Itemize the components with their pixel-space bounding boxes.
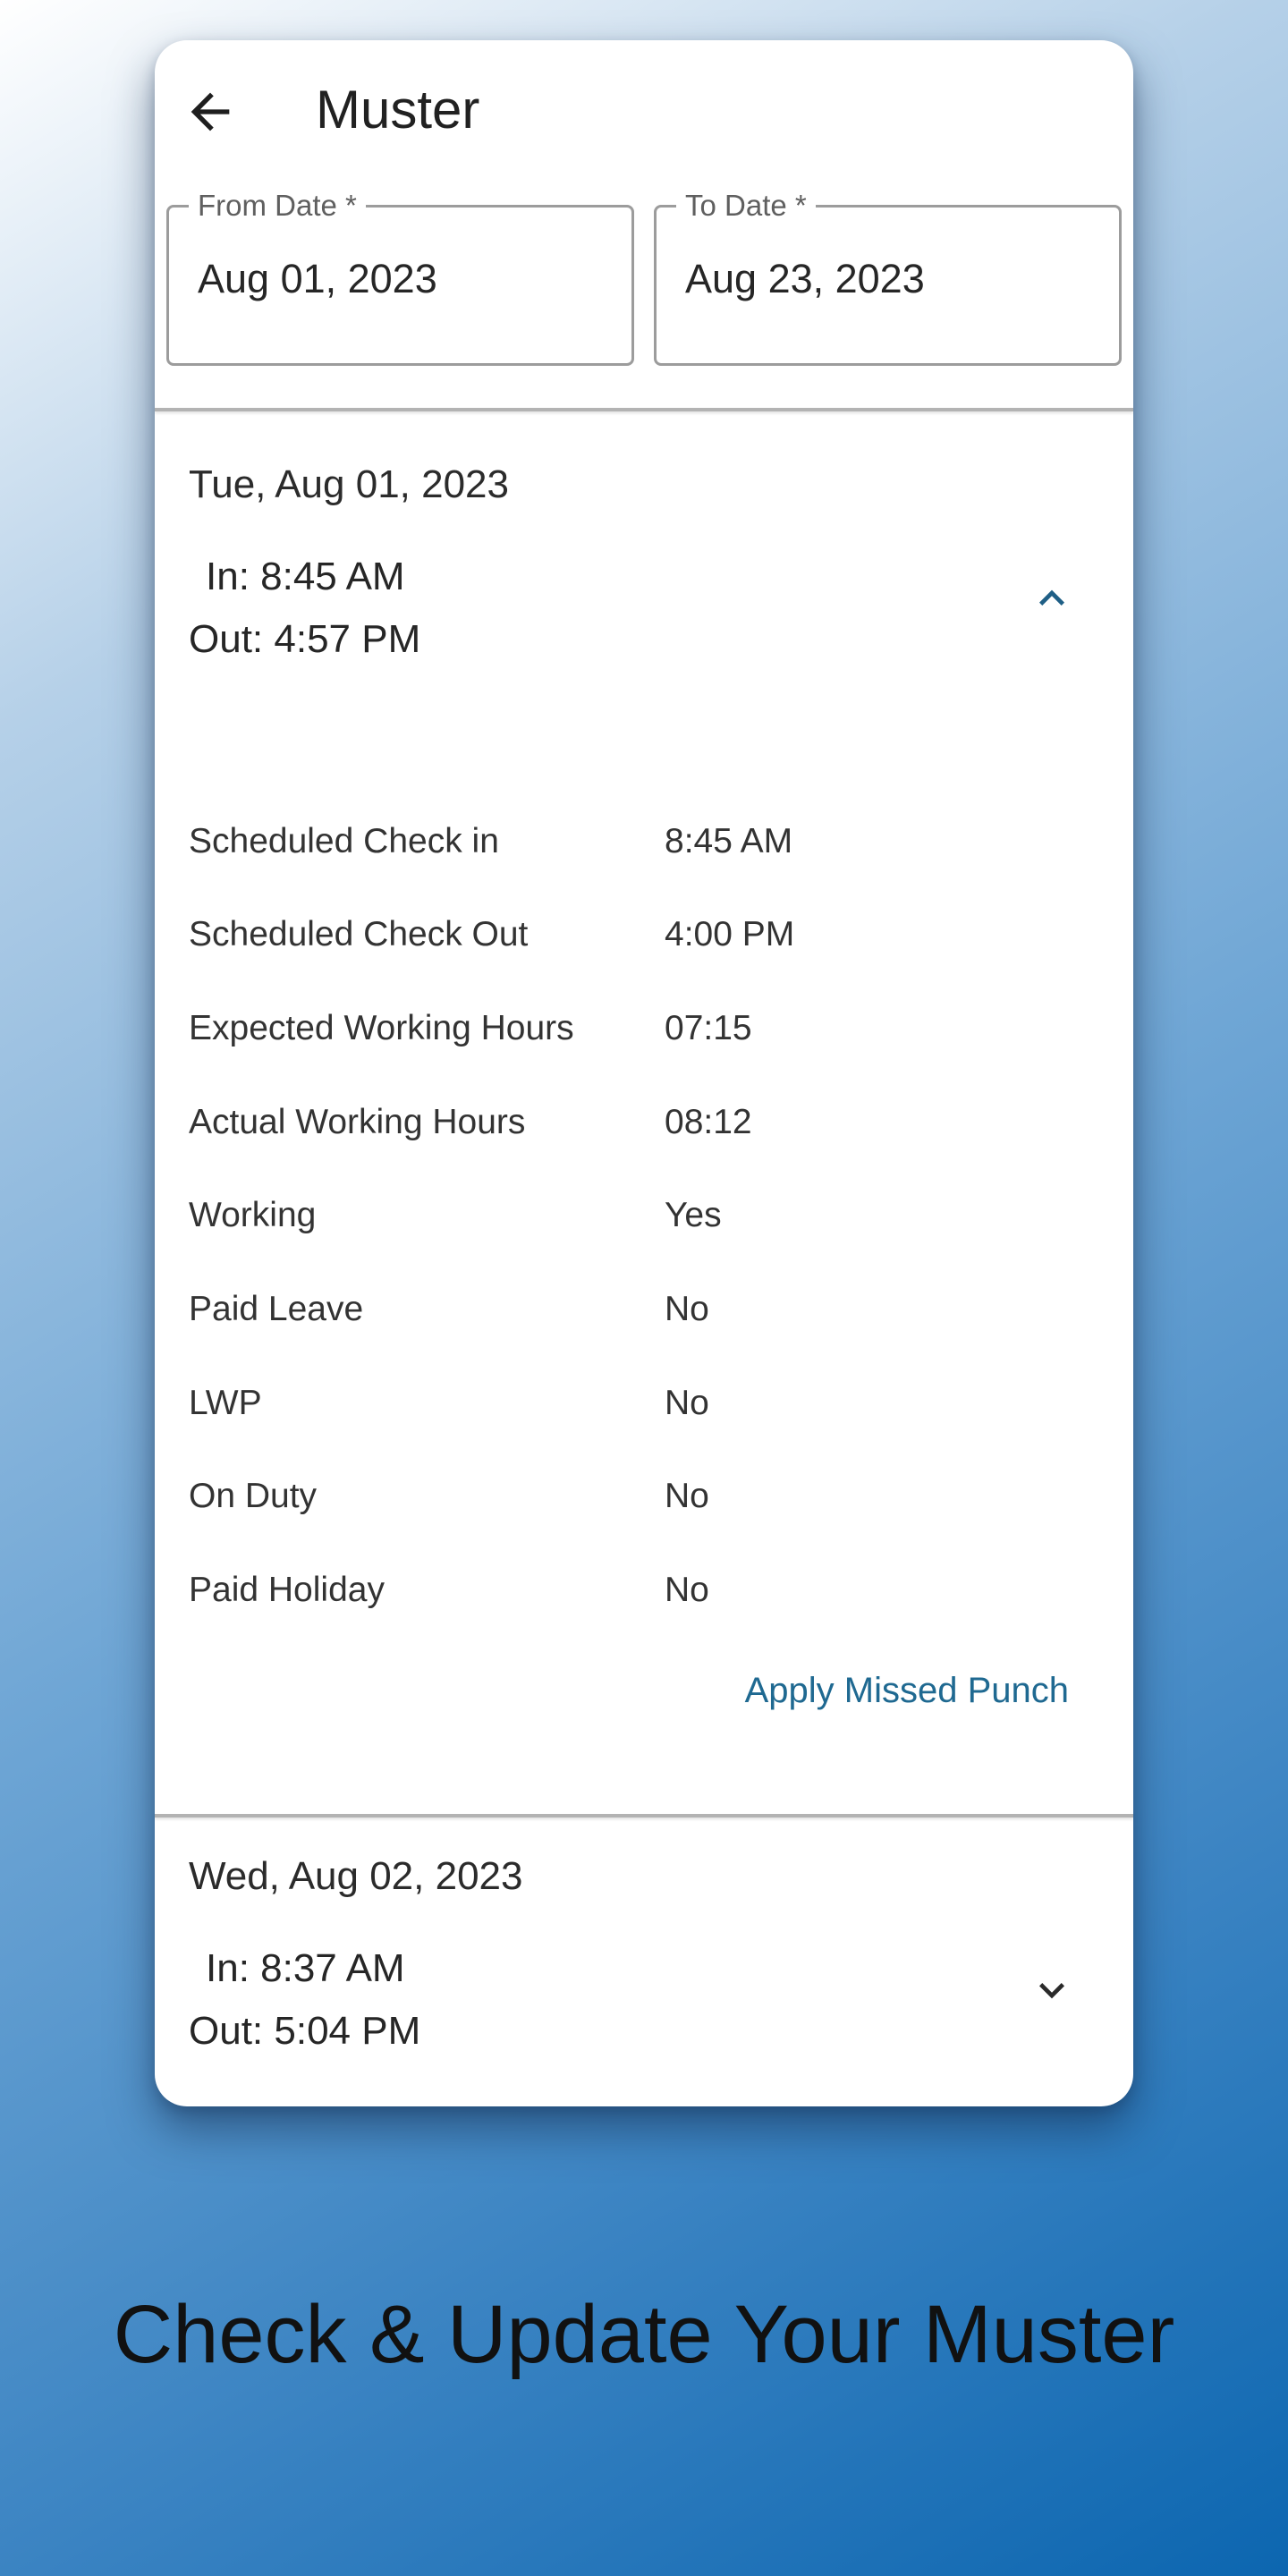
page-title: Muster [316, 80, 480, 140]
detail-label: Paid Leave [189, 1290, 364, 1328]
arrow-left-icon[interactable] [182, 83, 239, 140]
apply-missed-punch-button[interactable]: Apply Missed Punch [744, 1671, 1069, 1710]
detail-label: Scheduled Check in [189, 822, 499, 860]
promo-tagline: Check & Update Your Muster [113, 2289, 1175, 2380]
detail-row [155, 1377, 1133, 1430]
detail-value: No [665, 1571, 709, 1609]
detail-value: 08:12 [665, 1103, 752, 1141]
detail-label: On Duty [189, 1477, 318, 1515]
muster-card [155, 40, 1133, 2106]
chevron-up-icon[interactable] [1027, 573, 1077, 623]
section-divider [155, 408, 1133, 411]
detail-value: No [665, 1384, 709, 1422]
detail-label: Scheduled Check Out [189, 915, 529, 953]
detail-value: 07:15 [665, 1009, 752, 1047]
detail-row [155, 1470, 1133, 1523]
detail-label: LWP [189, 1384, 262, 1422]
detail-row [155, 1002, 1133, 1055]
detail-row [155, 908, 1133, 962]
from-date-value: Aug 01, 2023 [198, 256, 437, 301]
detail-label: Paid Holiday [189, 1571, 385, 1609]
record-date: Tue, Aug 01, 2023 [189, 462, 509, 506]
record-divider [155, 1814, 1133, 1818]
detail-row [155, 1096, 1133, 1149]
detail-value: Yes [665, 1196, 722, 1234]
detail-label: Working [189, 1196, 317, 1234]
record-date: Wed, Aug 02, 2023 [189, 1854, 523, 1898]
detail-row [155, 1189, 1133, 1242]
detail-value: No [665, 1477, 709, 1515]
from-date-label: From Date * [189, 188, 366, 224]
from-date-field[interactable] [166, 189, 634, 366]
record-in-time: In: 8:45 AM [206, 555, 405, 598]
record-in-time: In: 8:37 AM [206, 1946, 405, 1990]
record-out-time: Out: 4:57 PM [189, 617, 421, 661]
chevron-down-icon[interactable] [1027, 1965, 1077, 2015]
to-date-value: Aug 23, 2023 [685, 256, 925, 301]
detail-value: 4:00 PM [665, 915, 795, 953]
record-out-time: Out: 5:04 PM [189, 2009, 421, 2053]
detail-row [155, 1563, 1133, 1617]
detail-label: Actual Working Hours [189, 1103, 526, 1141]
to-date-label: To Date * [676, 188, 816, 224]
to-date-field[interactable] [654, 189, 1122, 366]
detail-label: Expected Working Hours [189, 1009, 574, 1047]
detail-value: 8:45 AM [665, 822, 793, 860]
detail-value: No [665, 1290, 709, 1328]
detail-row [155, 815, 1133, 869]
detail-row [155, 1283, 1133, 1336]
app-header [155, 40, 1133, 192]
